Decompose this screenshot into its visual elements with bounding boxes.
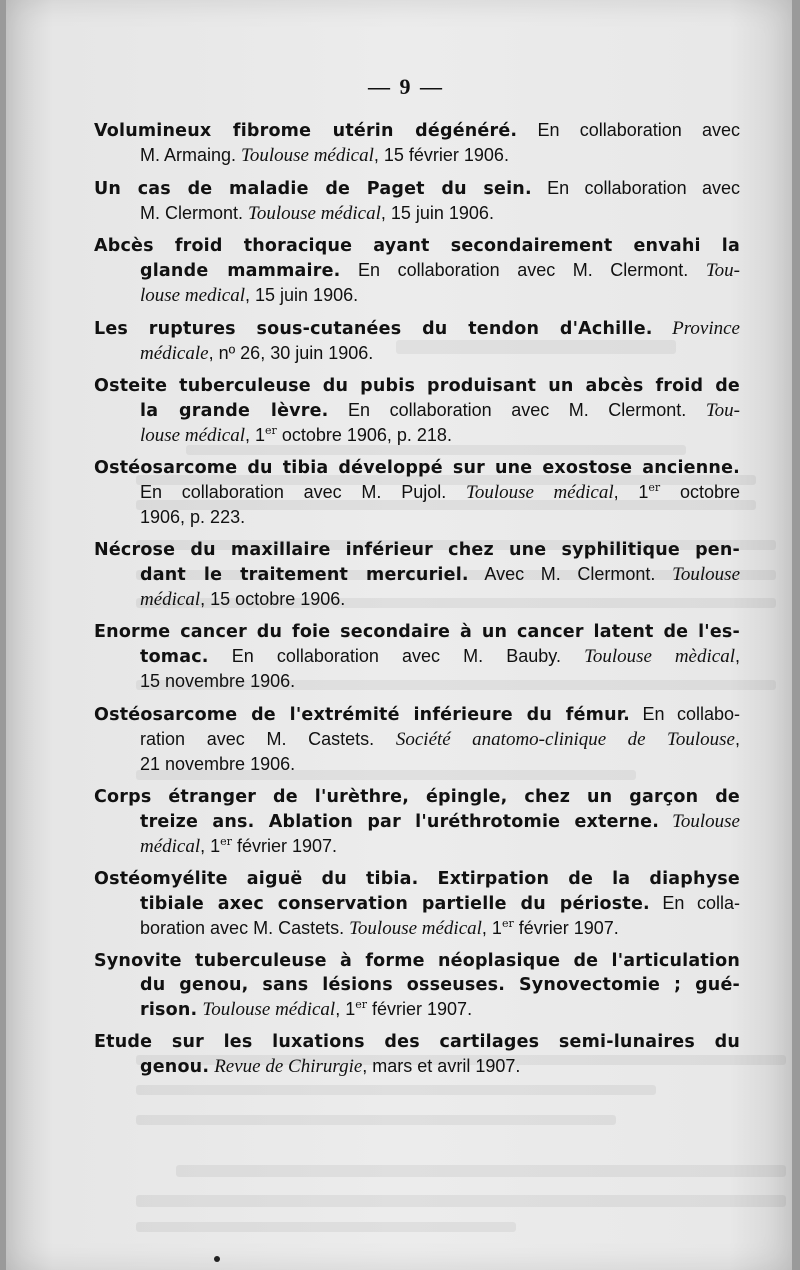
entry-title-text: Ostéosarcome de l'extrémité inférieure du fémur. <box>94 705 630 725</box>
entry-text: 15 novembre 1906. <box>140 671 296 691</box>
entry-text: er <box>220 834 232 848</box>
bibliography-entry <box>94 538 740 612</box>
entry-text: er <box>355 997 368 1011</box>
entry-text <box>659 811 672 831</box>
entry-line <box>94 834 740 859</box>
bibliography-entry <box>94 176 740 226</box>
entry-line <box>94 891 740 916</box>
entry-text: 1906, p. 223. <box>140 507 246 527</box>
entry-line <box>94 916 740 941</box>
bibliography-entry <box>94 702 740 777</box>
journal-name: Tou- <box>705 400 740 421</box>
entry-text: er <box>265 423 277 437</box>
entry-text: , 1 <box>613 482 649 502</box>
entry-text: En colla- <box>649 893 740 913</box>
journal-name: Société anatomo-clinique de Toulouse <box>395 729 735 750</box>
entry-title-text: Osteite tuberculeuse du pubis produisant un abcès froid de <box>94 376 740 396</box>
bibliography-entry <box>94 867 740 941</box>
entry-line <box>94 620 740 644</box>
journal-name: Toulouse médical <box>202 999 336 1020</box>
entry-title-text: rison. <box>140 1000 198 1020</box>
entry-line <box>94 118 740 143</box>
bibliography-entry <box>94 785 740 859</box>
entry-line <box>94 702 740 727</box>
journal-name: Revue de Chirurgie <box>214 1056 363 1077</box>
entry-title-text: la grande lèvre. <box>140 401 329 421</box>
entry-text: En collaboration avec M. Clermont. <box>328 400 706 420</box>
entry-text: En collaboration avec <box>531 178 740 198</box>
journal-name: Toulouse médical <box>241 145 374 166</box>
entry-line <box>94 997 740 1022</box>
entry-line <box>94 201 740 226</box>
entry-text: ration avec M. Castets. <box>140 729 396 749</box>
entry-line <box>94 587 740 612</box>
journal-name: Tou- <box>705 260 740 281</box>
entry-line <box>94 423 740 448</box>
entry-text: Avec M. Clermont. <box>468 564 673 584</box>
entry-line <box>94 562 740 587</box>
journal-name: louse médical <box>140 425 246 446</box>
entry-text: En collaboration avec M. Pujol. <box>140 482 466 502</box>
entry-title-text: dant le traitement mercuriel. <box>140 565 469 585</box>
entry-line <box>94 538 740 562</box>
entry-title-text: tibiale axec conservation partielle du périoste. <box>140 894 650 914</box>
entry-line <box>94 398 740 423</box>
entry-line <box>94 1030 740 1054</box>
entry-text: er <box>648 480 661 494</box>
bibliography-entry <box>94 456 740 530</box>
entry-text: En collaboration avec M. Bauby. <box>208 646 585 666</box>
entry-line <box>94 258 740 283</box>
entry-title-text: glande mammaire. <box>140 261 341 281</box>
entry-title-text: treize ans. Ablation par l'uréthrotomie externe. <box>140 812 660 832</box>
entry-title-text: tomac. <box>140 647 209 667</box>
entry-title-text: Les ruptures sous-cutanées du tendon d'Achille. <box>94 319 653 339</box>
journal-name: médical <box>140 836 201 857</box>
entry-text: , <box>734 729 740 749</box>
entry-text: , 15 février 1906. <box>373 145 509 165</box>
entry-text: M. Clermont. <box>140 203 249 223</box>
journal-name: médicale <box>140 343 209 364</box>
entry-line <box>94 752 740 777</box>
journal-name: Toulouse mèdical <box>584 646 735 667</box>
entry-title-text: Corps étranger de l'urèthre, épingle, chez un garçon de <box>94 787 740 807</box>
entry-text: février 1907. <box>367 999 473 1019</box>
entry-text: , 1 <box>335 999 356 1019</box>
entry-line <box>94 374 740 398</box>
entry-line <box>94 456 740 480</box>
entry-text: , nº 26, 30 juin 1906. <box>208 343 374 363</box>
journal-name: Toulouse médical <box>248 203 381 224</box>
entry-line <box>94 644 740 669</box>
entry-text: En collabo- <box>629 704 740 724</box>
entry-title-text: Ostéomyélite aiguë du tibia. Extirpation de la diaphyse <box>94 869 740 889</box>
bibliography-entry <box>94 374 740 448</box>
entry-line <box>94 867 740 891</box>
ink-speck <box>214 1256 220 1262</box>
entry-text: février 1907. <box>513 918 619 938</box>
entry-title-text: genou. <box>140 1057 210 1077</box>
page-number: — 9 — <box>368 74 444 99</box>
entry-title-text: du genou, sans lésions osseuses. Synovectomie ; gué- <box>140 975 740 995</box>
entry-line <box>94 949 740 973</box>
entry-title-text: Enorme cancer du foie secondaire à un cancer latent de l'es- <box>94 622 740 642</box>
bibliography-entry <box>94 620 740 694</box>
entry-text: , 1 <box>200 836 221 856</box>
entry-text: février 1907. <box>231 836 338 856</box>
journal-name: médical <box>140 589 201 610</box>
entry-title-text: Abcès froid thoracique ayant secondairement envahi la <box>94 236 740 256</box>
entry-text: er <box>501 916 514 930</box>
entry-text: , 15 juin 1906. <box>245 285 359 305</box>
entry-title-text: Un cas de maladie de Paget du sein. <box>94 179 532 199</box>
entry-line <box>94 176 740 201</box>
journal-name: Toulouse <box>672 811 740 832</box>
entry-text: octobre 1906, p. 218. <box>276 425 452 445</box>
bibliography-entry <box>94 1030 740 1079</box>
journal-name: Province <box>672 318 740 339</box>
entry-line <box>94 669 740 694</box>
bibliography-entry <box>94 118 740 168</box>
entry-line <box>94 809 740 834</box>
entry-line <box>94 234 740 258</box>
entry-text: , 15 juin 1906. <box>380 203 494 223</box>
entry-text: En collaboration avec <box>517 120 741 140</box>
entry-text: boration avec M. Castets. <box>140 918 350 938</box>
entry-line <box>94 973 740 997</box>
journal-name: Toulouse médical <box>466 482 614 503</box>
entry-text: , 15 octobre 1906. <box>200 589 346 609</box>
entry-line <box>94 143 740 168</box>
entry-title-text: Nécrose du maxillaire inférieur chez une syphilitique pen- <box>94 540 740 560</box>
entry-text: 21 novembre 1906. <box>140 754 296 774</box>
entry-line <box>94 316 740 341</box>
bibliography-entry <box>94 316 740 366</box>
entry-title-text: Etude sur les luxations des cartilages semi-lunaires du <box>94 1032 740 1052</box>
entry-text: , mars et avril 1907. <box>362 1056 521 1076</box>
entry-line <box>94 283 740 308</box>
bibliography-list <box>94 118 740 1087</box>
entry-line <box>94 727 740 752</box>
entry-text: M. Armaing. <box>140 145 242 165</box>
entry-text: En collaboration avec M. Clermont. <box>340 260 706 280</box>
entry-title-text: Ostéosarcome du tibia développé sur une exostose ancienne. <box>94 458 740 478</box>
entry-text: octobre <box>660 482 740 502</box>
entry-text: , 1 <box>481 918 502 938</box>
journal-name: Toulouse <box>672 564 741 585</box>
journal-name: louse medical <box>140 285 246 306</box>
entry-line <box>94 1054 740 1079</box>
entry-text <box>653 318 672 338</box>
entry-line <box>94 341 740 366</box>
entry-title-text: Volumineux fibrome utérin dégénéré. <box>94 121 518 141</box>
journal-name: Toulouse médical <box>349 918 482 939</box>
bibliography-entry <box>94 234 740 308</box>
entry-title-text: Synovite tuberculeuse à forme néoplasique de l'articulation <box>94 951 740 971</box>
entry-text: , 1 <box>245 425 266 445</box>
entry-text: , <box>735 646 741 666</box>
entry-line <box>94 480 740 505</box>
document-page <box>6 0 792 1270</box>
bibliography-entry <box>94 949 740 1022</box>
entry-line <box>94 505 740 530</box>
entry-line <box>94 785 740 809</box>
